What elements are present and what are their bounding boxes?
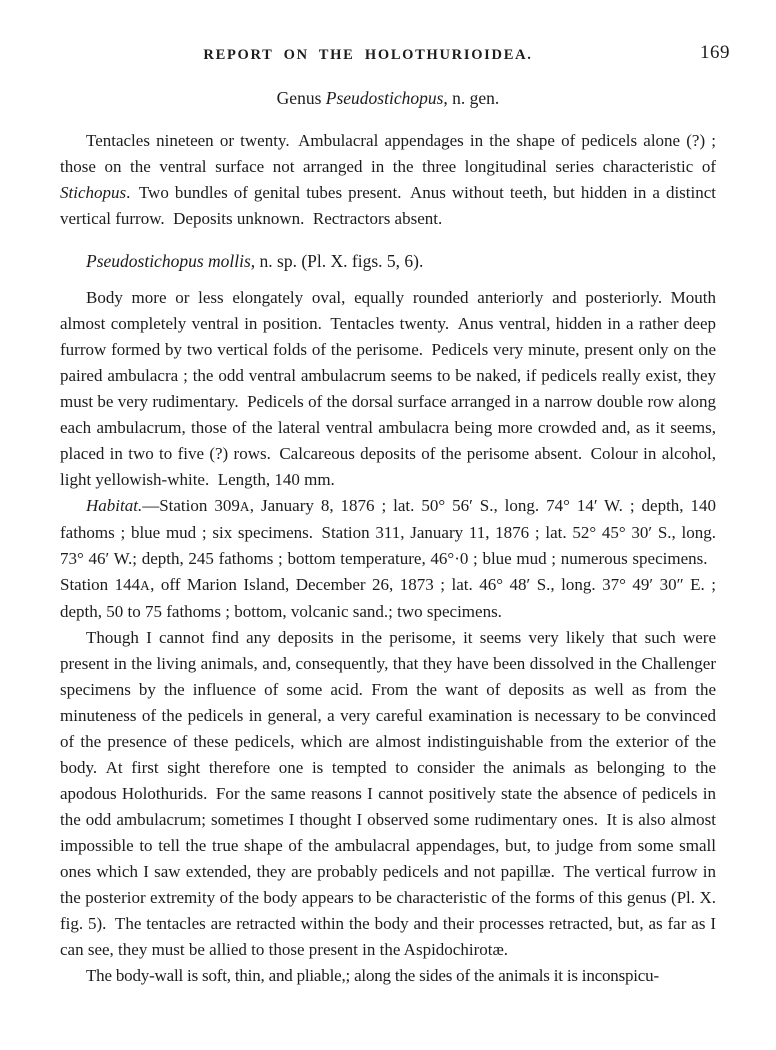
paragraph-discussion: Though I cannot find any deposits in the perisome, it seems very likely that such were present in the living animals, and, consequently, that they have been dissolved in the Challenger specimens by the influence of some acid. From the want of deposits as well as from the minuteness of the pedicels in general, a very careful examination is necessary to be convinced of the presence of these pedicels, which are almost indistinguishable from the exterior of the body. At first sight therefore one is tempted to consider the animals as belonging to the apodous Holothurids. For the same reasons I cannot positively state the absence of pedicels in the odd ambulacrum; sometimes I thought I observed some rudimentary ones. It is also almost impossible to tell the true shape of the ambulacral appendages, but, to judge from some small ones which I saw extended, they are probably pedicels and not papillæ. The vertical furrow in the posterior extremity of the body appears to be characteristic of the forms of this genus (Pl. X. fig. 5). The tentacles are retracted within the body and their processes retracted, but, as far as I can see, they must be allied to those present in the Aspidochirotæ. [60,628,716,959]
page-body [60,88,716,989]
genus-heading: Genus Pseudostichopus, n. gen. [276,88,500,108]
paragraph-bodywall-continuation: The body-wall is soft, thin, and pliable,; along the sides of the animals it is inconspicu- [86,966,659,985]
paragraph-genus-diagnosis: Tentacles nineteen or twenty. Ambulacral appendages in the shape of pedicels alone (?) ; those on the ventral surface not arranged in the three longitudinal series characteristic of Stichopus. Two bundles of genital tubes present. Anus without teeth, but hidden in a distinct vertical furrow. Deposits unknown. Rectractors absent. [60,131,716,228]
paragraph-species-description: Body more or less elongately oval, equally rounded anteriorly and posteriorly. Mouth almost completely ventral in position. Tentacles twenty. Anus ventral, hidden in a rather deep furrow formed by two vertical folds of the perisome. Pedicels very minute, present only on the paired ambulacra ; the odd ventral ambulacrum seems to be naked, if pedicels really exist, they must be very rudimentary. Pedicels of the dorsal surface arranged in a narrow double row along each ambulacrum, those of the lateral ventral ambulacra being more crowded and, as it seems, placed in two to five (?) rows. Calcareous deposits of the perisome absent. Colour in alcohol, light yellowish-white. Length, 140 mm. [60,288,716,489]
running-title: REPORT ON THE HOLOTHURIOIDEA. [203,47,533,63]
species-heading: Pseudostichopus mollis, n. sp. (Pl. X. figs. 5, 6). [86,251,424,271]
page-number: 169 [700,42,730,63]
paragraph-habitat: Habitat.—Station 309A, January 8, 1876 ; lat. 50° 56′ S., long. 74° 14′ W. ; depth, 140 fathoms ; blue mud ; six specimens. Station 311, January 11, 1876 ; lat. 52° 45° 30′ S., long. 73° 46′ W.; depth, 245 fathoms ; bottom temperature, 46°·0 ; blue mud ; numerous specimens. Station 144A, off Marion Island, December 26, 1873 ; lat. 46° 48′ S., long. 37° 49′ 30″ E. ; depth, 50 to 75 fathoms ; bottom, volcanic sand.; two specimens. [60,496,716,621]
